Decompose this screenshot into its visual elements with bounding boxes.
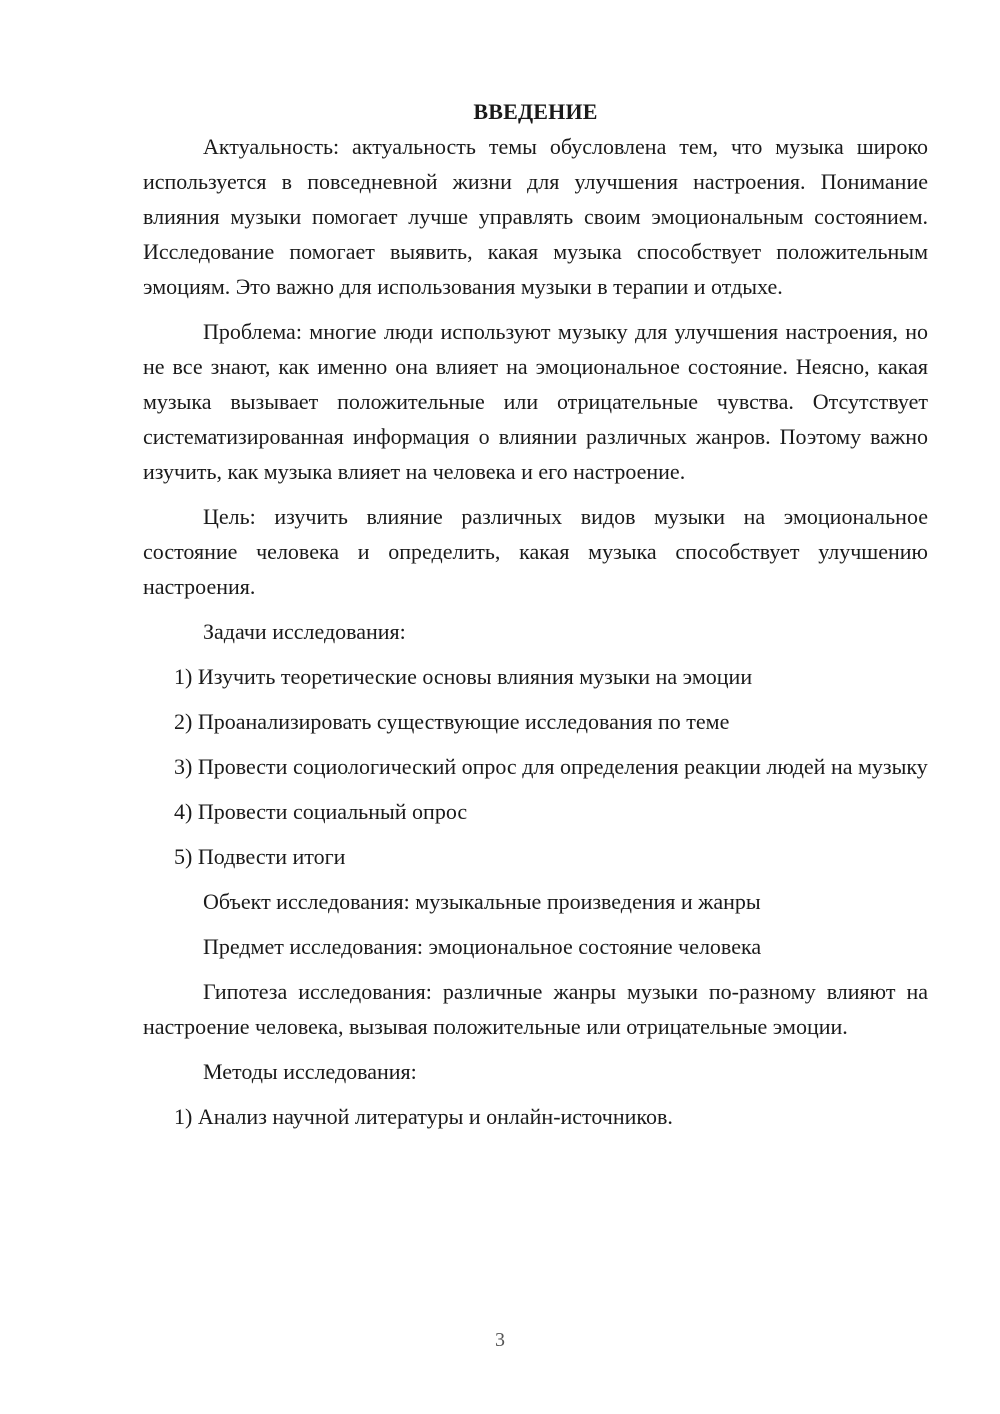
methods-heading: Методы исследования: [203, 1059, 417, 1084]
problem-paragraph: Проблема: многие люди используют музыку для улучшения настроения, но не все знают, как именно она влияет на эмоциональное состояние. Неясно, какая музыка вызывает положительные или отрицательные чувства. Отсутствует систематизированная информация о влиянии различных жанров. Поэтому важно изучить, как музыка влияет на человека и его настроение. [143, 319, 928, 484]
task-item-5: 5) Подвести итоги [174, 844, 346, 869]
page-title: ВВЕДЕНИЕ [473, 99, 598, 124]
method-item-1: 1) Анализ научной литературы и онлайн-источников. [174, 1104, 673, 1129]
research-object: Объект исследования: музыкальные произведения и жанры [203, 889, 761, 914]
page-number: 3 [495, 1329, 505, 1351]
task-item-4: 4) Провести социальный опрос [174, 799, 468, 824]
research-subject: Предмет исследования: эмоциональное состояние человека [203, 934, 762, 959]
hypothesis-paragraph: Гипотеза исследования: различные жанры музыки по-разному влияют на настроение человека, вызывая положительные или отрицательные эмоции. [143, 979, 928, 1039]
goal-paragraph: Цель: изучить влияние различных видов музыки на эмоциональное состояние человека и определить, какая музыка способствует улучшению настроения. [143, 504, 928, 599]
task-item-1: 1) Изучить теоретические основы влияния музыки на эмоции [174, 664, 753, 689]
task-item-3: 3) Провести социологический опрос для определения реакции людей на музыку [174, 754, 928, 779]
document-page [143, 94, 928, 1134]
task-item-2: 2) Проанализировать существующие исследования по теме [174, 709, 730, 734]
tasks-heading: Задачи исследования: [203, 619, 406, 644]
relevance-paragraph: Актуальность: актуальность темы обусловлена тем, что музыка широко используется в повседневной жизни для улучшения настроения. Понимание влияния музыки помогает лучше управлять своим эмоциональным состоянием. Исследование помогает выявить, какая музыка способствует положительным эмоциям. Это важно для использования музыки в терапии и отдыхе. [143, 134, 928, 299]
